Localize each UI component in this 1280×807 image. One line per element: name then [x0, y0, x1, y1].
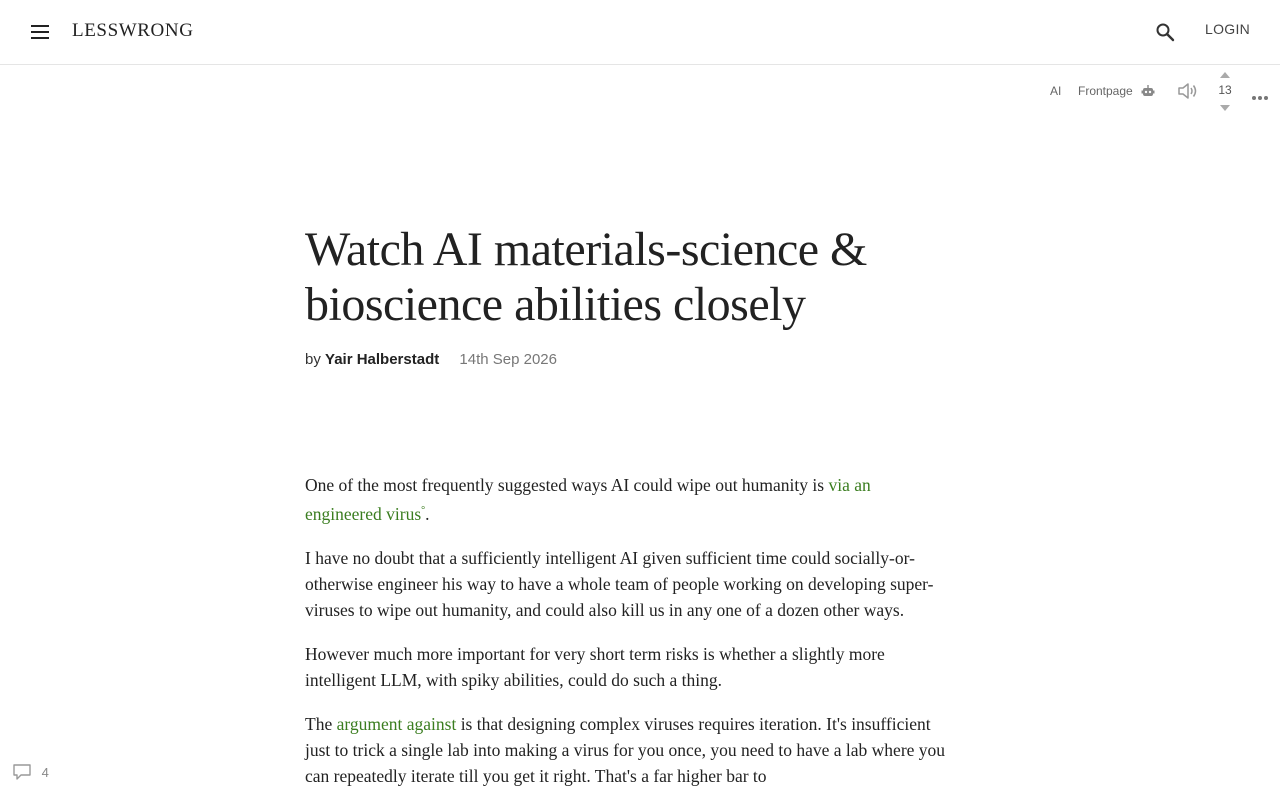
paragraph-text: is that designing complex viruses requires iteration. It's insufficient just to trick a single lab into making a virus for you once, you need to have a lab where you can repeatedly iterate till you get it right. That's a far higher bar to [305, 713, 946, 786]
post-body [305, 472, 950, 807]
paragraph-text: . [425, 503, 430, 524]
vote-widget [1212, 70, 1238, 114]
login-button[interactable]: LOGIN [1205, 21, 1251, 37]
audio-icon[interactable] [1176, 80, 1200, 102]
comments-count: 4 [41, 764, 49, 780]
paragraph-text: The [305, 713, 337, 734]
comment-icon [12, 763, 32, 781]
more-options-icon[interactable] [1251, 88, 1269, 94]
search-icon[interactable] [1153, 20, 1177, 44]
top-header [0, 0, 1280, 65]
post-date[interactable]: 14th Sep 2026 [459, 351, 557, 368]
inline-link[interactable]: argument against [336, 713, 457, 734]
paragraph: However much more important for very short term risks is whether a slightly more intelligent LLM, with spiky abilities, could do such a thing. [305, 643, 885, 690]
vote-score: 13 [1218, 83, 1232, 97]
paragraph: I have no doubt that a sufficiently intelligent AI given sufficient time could socially-or-otherwise engineer his way to have a whole team of people working on developing super-viruses to wipe out humanity, and could also kill us in any one of a dozen other ways. [305, 547, 934, 620]
downvote-icon[interactable] [1220, 105, 1230, 111]
post-byline [305, 351, 557, 368]
menu-bar [31, 31, 49, 33]
menu-bar [31, 37, 49, 39]
author-link[interactable]: Yair Halberstadt [325, 351, 440, 368]
link-indicator-icon: ° [421, 505, 426, 516]
paragraph-text: One of the most frequently suggested ways AI could wipe out humanity is [305, 475, 829, 495]
tag-frontpage[interactable]: Frontpage [1078, 84, 1133, 98]
robot-icon [1141, 84, 1155, 98]
menu-icon[interactable] [28, 21, 52, 43]
by-label: by [305, 351, 321, 368]
paragraph [305, 472, 950, 527]
site-title[interactable]: LESSWRONG [72, 20, 194, 41]
paragraph [305, 711, 950, 789]
inline-link[interactable]: via an engineered virus [305, 475, 871, 524]
comments-count-button[interactable] [12, 763, 49, 781]
upvote-icon[interactable] [1220, 72, 1230, 78]
menu-bar [31, 25, 49, 27]
tag-ai[interactable]: AI [1050, 84, 1062, 98]
post-tag-bar [0, 82, 1280, 102]
post-title: Watch AI materials-science & bioscience abilities closely [305, 223, 867, 331]
